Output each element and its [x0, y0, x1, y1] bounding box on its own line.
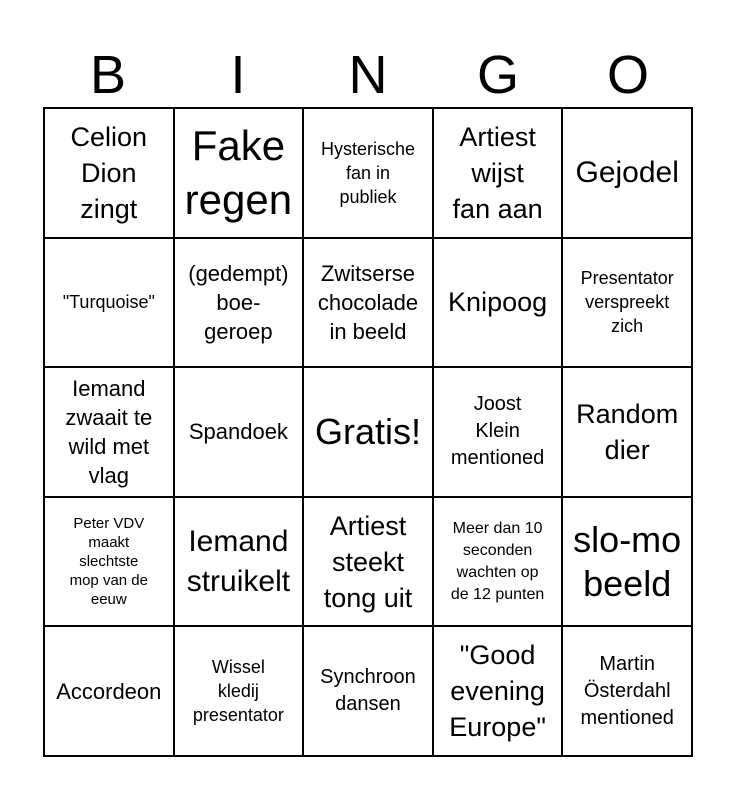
bingo-cell-r2-c1[interactable]: [44, 238, 174, 368]
bingo-cell-r3-c3[interactable]: [303, 367, 433, 497]
cell-text: Iemand struikelt: [186, 524, 291, 598]
cell-text: Hysterische fan in publiek: [320, 138, 415, 207]
header-letter-i: I: [230, 45, 246, 105]
cell-text: Gratis!: [314, 410, 421, 452]
header-letter-b: B: [89, 45, 127, 105]
cell-text: Accordeon: [56, 678, 162, 704]
bingo-cell-r4-c1[interactable]: [44, 497, 174, 627]
bingo-cell-r3-c5[interactable]: [562, 367, 692, 497]
cell-text: Zwitserse chocolade in beeld: [317, 260, 419, 344]
bingo-cell-r2-c5[interactable]: [562, 238, 692, 368]
cell-text: Fake regen: [184, 121, 293, 223]
bingo-cell-r5-c4[interactable]: [433, 626, 563, 756]
bingo-cell-r1-c1[interactable]: [44, 108, 174, 238]
header-letter-o: O: [606, 45, 649, 105]
cell-text: Artiest steekt tong uit: [323, 510, 413, 613]
bingo-cell-r4-c3[interactable]: [303, 497, 433, 627]
cell-text: Peter VDV maakt slechtste mop van de eeuw: [69, 515, 148, 609]
cell-text: Joost Klein mentioned: [450, 393, 545, 470]
bingo-board: [43, 107, 693, 757]
bingo-cell-r1-c2[interactable]: [174, 108, 304, 238]
bingo-cell-r2-c3[interactable]: [303, 238, 433, 368]
cell-text: Meer dan 10 seconden wachten op de 12 punten: [450, 519, 545, 603]
cell-text: "Turquoise": [62, 292, 155, 313]
cell-text: "Good evening Europe": [449, 640, 546, 743]
cell-text: Wissel kledij presentator: [192, 657, 284, 726]
bingo-cell-r5-c5[interactable]: [562, 626, 692, 756]
cell-text: Spandoek: [188, 419, 288, 445]
bingo-cell-r4-c5[interactable]: [562, 497, 692, 627]
cell-text: Artiest wijst fan aan: [452, 121, 543, 224]
cell-text: slo-mo beeld: [573, 518, 682, 604]
bingo-cell-r4-c2[interactable]: [174, 497, 304, 627]
bingo-cell-r3-c2[interactable]: [174, 367, 304, 497]
cell-text: Knipoog: [448, 287, 548, 318]
cell-text: Random dier: [576, 398, 679, 465]
bingo-cell-r1-c5[interactable]: [562, 108, 692, 238]
bingo-cell-r3-c4[interactable]: [433, 367, 563, 497]
cell-text: (gedempt) boe- geroep: [188, 260, 289, 344]
cell-text: Martin Österdahl mentioned: [580, 652, 674, 729]
bingo-cell-r3-c1[interactable]: [44, 367, 174, 497]
bingo-cell-r2-c2[interactable]: [174, 238, 304, 368]
bingo-cell-r5-c1[interactable]: [44, 626, 174, 756]
header-letter-g: G: [476, 45, 519, 105]
header-letter-n: N: [348, 45, 388, 105]
cell-text: Synchroon dansen: [320, 666, 416, 716]
cell-text: Gejodel: [575, 155, 679, 189]
bingo-cell-r1-c3[interactable]: [303, 108, 433, 238]
bingo-cell-r1-c4[interactable]: [433, 108, 563, 238]
cell-text: Presentator verspreekt zich: [580, 268, 674, 337]
bingo-header: [43, 44, 693, 106]
bingo-cell-r2-c4[interactable]: [433, 238, 563, 368]
cell-text: Iemand zwaait te wild met vlag: [65, 375, 153, 488]
bingo-cell-r4-c4[interactable]: [433, 497, 563, 627]
bingo-cell-r5-c3[interactable]: [303, 626, 433, 756]
cell-text: Celion Dion zingt: [70, 121, 148, 224]
bingo-cell-r5-c2[interactable]: [174, 626, 304, 756]
